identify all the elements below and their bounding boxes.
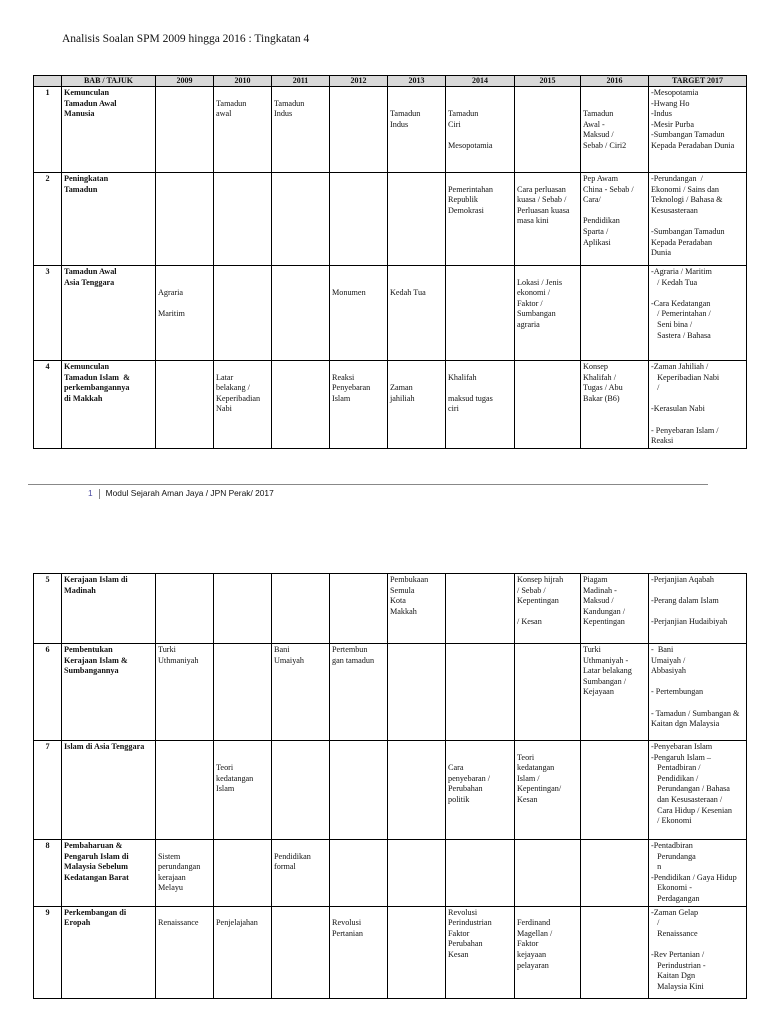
year-cell-2016: Pep Awam China - Sebab / Cara/ Pendidikan Sparta / Aplikasi bbox=[581, 173, 649, 266]
table-row bbox=[34, 361, 747, 449]
year-cell-2015 bbox=[515, 87, 581, 173]
year-cell-2012 bbox=[330, 840, 388, 907]
year-cell-2010: Teori kedatangan Islam bbox=[214, 741, 272, 840]
year-cell-2009 bbox=[156, 574, 214, 644]
row-number: 5 bbox=[34, 574, 62, 644]
year-cell-2011 bbox=[272, 266, 330, 361]
bab-tajuk-cell: Kemunculan Tamadun Islam & perkembangannya di Makkah bbox=[62, 361, 156, 449]
year-cell-2012: Pertembun gan tamadun bbox=[330, 644, 388, 741]
target-2017-cell: -Zaman Jahiliah / Keperibadian Nabi / -Kerasulan Nabi - Penyebaran Islam / Reaksi bbox=[649, 361, 747, 449]
year-cell-2015: Konsep hijrah / Sebab / Kepentingan / Kesan bbox=[515, 574, 581, 644]
year-cell-2013: Tamadun Indus bbox=[388, 87, 446, 173]
row-number: 3 bbox=[34, 266, 62, 361]
year-cell-2014: Cara penyebaran / Perubahan politik bbox=[446, 741, 515, 840]
bab-tajuk-cell: Peningkatan Tamadun bbox=[62, 173, 156, 266]
year-cell-2010 bbox=[214, 840, 272, 907]
year-cell-2016 bbox=[581, 840, 649, 907]
table-header-row bbox=[34, 76, 747, 87]
year-cell-2011 bbox=[272, 574, 330, 644]
bab-tajuk-cell: Kerajaan Islam di Madinah bbox=[62, 574, 156, 644]
row-number: 9 bbox=[34, 906, 62, 998]
year-cell-2012 bbox=[330, 741, 388, 840]
year-cell-2014 bbox=[446, 266, 515, 361]
year-cell-2009: Renaissance bbox=[156, 906, 214, 998]
year-cell-2014: Pemerintahan Republik Demokrasi bbox=[446, 173, 515, 266]
bab-tajuk-cell: Pembentukan Kerajaan Islam & Sumbangannya bbox=[62, 644, 156, 741]
header-2011: 2011 bbox=[272, 76, 330, 87]
year-cell-2010 bbox=[214, 574, 272, 644]
header-2014: 2014 bbox=[446, 76, 515, 87]
target-2017-cell: -Penyebaran Islam -Pengaruh Islam – Pentadbiran / Pendidikan / Perundangan / Bahasa dan Kesusasteraan / Cara Hidup / Kesenian / Ekonomi bbox=[649, 741, 747, 840]
bab-tajuk-cell: Pembaharuan & Pengaruh Islam di Malaysia Sebelum Kedatangan Barat bbox=[62, 840, 156, 907]
year-cell-2014: Revolusi Perindustrian Faktor Perubahan Kesan bbox=[446, 906, 515, 998]
year-cell-2015: Cara perluasan kuasa / Sebab / Perluasan kuasa masa kini bbox=[515, 173, 581, 266]
row-number: 4 bbox=[34, 361, 62, 449]
table-body-page-1 bbox=[34, 87, 747, 449]
year-cell-2009 bbox=[156, 173, 214, 266]
table-row bbox=[34, 173, 747, 266]
year-cell-2016 bbox=[581, 266, 649, 361]
year-cell-2015: Teori kedatangan Islam / Kepentingan/ Kesan bbox=[515, 741, 581, 840]
table-row bbox=[34, 87, 747, 173]
year-cell-2009 bbox=[156, 87, 214, 173]
table-row bbox=[34, 644, 747, 741]
bab-tajuk-cell: Tamadun Awal Asia Tenggara bbox=[62, 266, 156, 361]
year-cell-2013 bbox=[388, 840, 446, 907]
target-2017-cell: -Mesopotamia -Hwang Ho -Indus -Mesir Purba -Sumbangan Tamadun Kepada Peradaban Dunia bbox=[649, 87, 747, 173]
year-cell-2013 bbox=[388, 173, 446, 266]
year-cell-2009: Sistem perundangan kerajaan Melayu bbox=[156, 840, 214, 907]
year-cell-2013: Pembukaan Semula Kota Makkah bbox=[388, 574, 446, 644]
bab-tajuk-cell: Islam di Asia Tenggara bbox=[62, 741, 156, 840]
year-cell-2013 bbox=[388, 741, 446, 840]
bab-tajuk-cell: Perkembangan di Eropah bbox=[62, 906, 156, 998]
table-row bbox=[34, 840, 747, 907]
row-number: 2 bbox=[34, 173, 62, 266]
header-no bbox=[34, 76, 62, 87]
header-target-2017: TARGET 2017 bbox=[649, 76, 747, 87]
footer-page-number: 1 bbox=[88, 488, 93, 498]
footer-text: Modul Sejarah Aman Jaya / JPN Perak/ 2017 bbox=[105, 488, 274, 498]
year-cell-2011: Tamadun Indus bbox=[272, 87, 330, 173]
footer-separator bbox=[99, 489, 100, 499]
year-cell-2010: Latar belakang / Keperibadian Nabi bbox=[214, 361, 272, 449]
year-cell-2011 bbox=[272, 741, 330, 840]
analysis-table-page-1 bbox=[33, 75, 747, 449]
row-number: 7 bbox=[34, 741, 62, 840]
bab-tajuk-cell: Kemunculan Tamadun Awal Manusia bbox=[62, 87, 156, 173]
year-cell-2016: Konsep Khalifah / Tugas / Abu Bakar (B6) bbox=[581, 361, 649, 449]
header-bab: BAB / TAJUK bbox=[62, 76, 156, 87]
target-2017-cell: -Pentadbiran Perundanga n -Pendidikan / Gaya Hidup Ekonomi - Perdagangan bbox=[649, 840, 747, 907]
year-cell-2011: Bani Umaiyah bbox=[272, 644, 330, 741]
table-row bbox=[34, 906, 747, 998]
year-cell-2013 bbox=[388, 644, 446, 741]
year-cell-2016: Piagam Madinah - Maksud / Kandungan / Kepentingan bbox=[581, 574, 649, 644]
year-cell-2016 bbox=[581, 741, 649, 840]
year-cell-2015 bbox=[515, 644, 581, 741]
year-cell-2014 bbox=[446, 644, 515, 741]
year-cell-2014 bbox=[446, 840, 515, 907]
year-cell-2011 bbox=[272, 173, 330, 266]
header-2013: 2013 bbox=[388, 76, 446, 87]
year-cell-2016: Turki Uthmaniyah - Latar belakang Sumbangan / Kejayaan bbox=[581, 644, 649, 741]
year-cell-2012: Reaksi Penyebaran Islam bbox=[330, 361, 388, 449]
year-cell-2013: Kedah Tua bbox=[388, 266, 446, 361]
year-cell-2009: Agraria Maritim bbox=[156, 266, 214, 361]
year-cell-2009 bbox=[156, 741, 214, 840]
year-cell-2012: Revolusi Pertanian bbox=[330, 906, 388, 998]
header-2015: 2015 bbox=[515, 76, 581, 87]
year-cell-2010 bbox=[214, 266, 272, 361]
year-cell-2010: Tamadun awal bbox=[214, 87, 272, 173]
year-cell-2016 bbox=[581, 906, 649, 998]
year-cell-2011 bbox=[272, 906, 330, 998]
year-cell-2010: Penjelajahan bbox=[214, 906, 272, 998]
analysis-table-page-2 bbox=[33, 573, 747, 999]
target-2017-cell: -Perundangan / Ekonomi / Sains dan Teknologi / Bahasa & Kesusasteraan -Sumbangan Tamadun Kepada Peradaban Dunia bbox=[649, 173, 747, 266]
header-2016: 2016 bbox=[581, 76, 649, 87]
target-2017-cell: -Agraria / Maritim / Kedah Tua -Cara Kedatangan / Pemerintahan / Seni bina / Sastera / Bahasa bbox=[649, 266, 747, 361]
year-cell-2015 bbox=[515, 840, 581, 907]
year-cell-2012 bbox=[330, 87, 388, 173]
year-cell-2010 bbox=[214, 644, 272, 741]
table-row bbox=[34, 741, 747, 840]
year-cell-2015: Lokasi / Jenis ekonomi / Faktor / Sumbangan agraria bbox=[515, 266, 581, 361]
header-2010: 2010 bbox=[214, 76, 272, 87]
year-cell-2015: Ferdinand Magellan / Faktor kejayaan pelayaran bbox=[515, 906, 581, 998]
year-cell-2014 bbox=[446, 574, 515, 644]
header-2012: 2012 bbox=[330, 76, 388, 87]
year-cell-2012 bbox=[330, 173, 388, 266]
row-number: 8 bbox=[34, 840, 62, 907]
year-cell-2011: Pendidikan formal bbox=[272, 840, 330, 907]
year-cell-2014: Khalifah maksud tugas ciri bbox=[446, 361, 515, 449]
footer-divider bbox=[28, 484, 708, 485]
target-2017-cell: - Bani Umaiyah / Abbasiyah - Pertembungan - Tamadun / Sumbangan & Kaitan dgn Malaysia bbox=[649, 644, 747, 741]
year-cell-2013 bbox=[388, 906, 446, 998]
table-row bbox=[34, 266, 747, 361]
year-cell-2014: Tamadun Ciri Mesopotamia bbox=[446, 87, 515, 173]
header-2009: 2009 bbox=[156, 76, 214, 87]
table-row bbox=[34, 574, 747, 644]
year-cell-2010 bbox=[214, 173, 272, 266]
target-2017-cell: -Perjanjian Aqabah -Perang dalam Islam -Perjanjian Hudaibiyah bbox=[649, 574, 747, 644]
year-cell-2011 bbox=[272, 361, 330, 449]
year-cell-2015 bbox=[515, 361, 581, 449]
row-number: 1 bbox=[34, 87, 62, 173]
row-number: 6 bbox=[34, 644, 62, 741]
year-cell-2012: Monumen bbox=[330, 266, 388, 361]
year-cell-2012 bbox=[330, 574, 388, 644]
target-2017-cell: -Zaman Gelap / Renaissance -Rev Pertanian / Perindustrian - Kaitan Dgn Malaysia Kini bbox=[649, 906, 747, 998]
page-footer bbox=[88, 488, 274, 499]
year-cell-2016: Tamadun Awal - Maksud / Sebab / Ciri2 bbox=[581, 87, 649, 173]
document-title: Analisis Soalan SPM 2009 hingga 2016 : Tingkatan 4 bbox=[62, 33, 310, 45]
year-cell-2009: Turki Uthmaniyah bbox=[156, 644, 214, 741]
year-cell-2009 bbox=[156, 361, 214, 449]
year-cell-2013: Zaman jahiliah bbox=[388, 361, 446, 449]
table-body-page-2 bbox=[34, 574, 747, 999]
